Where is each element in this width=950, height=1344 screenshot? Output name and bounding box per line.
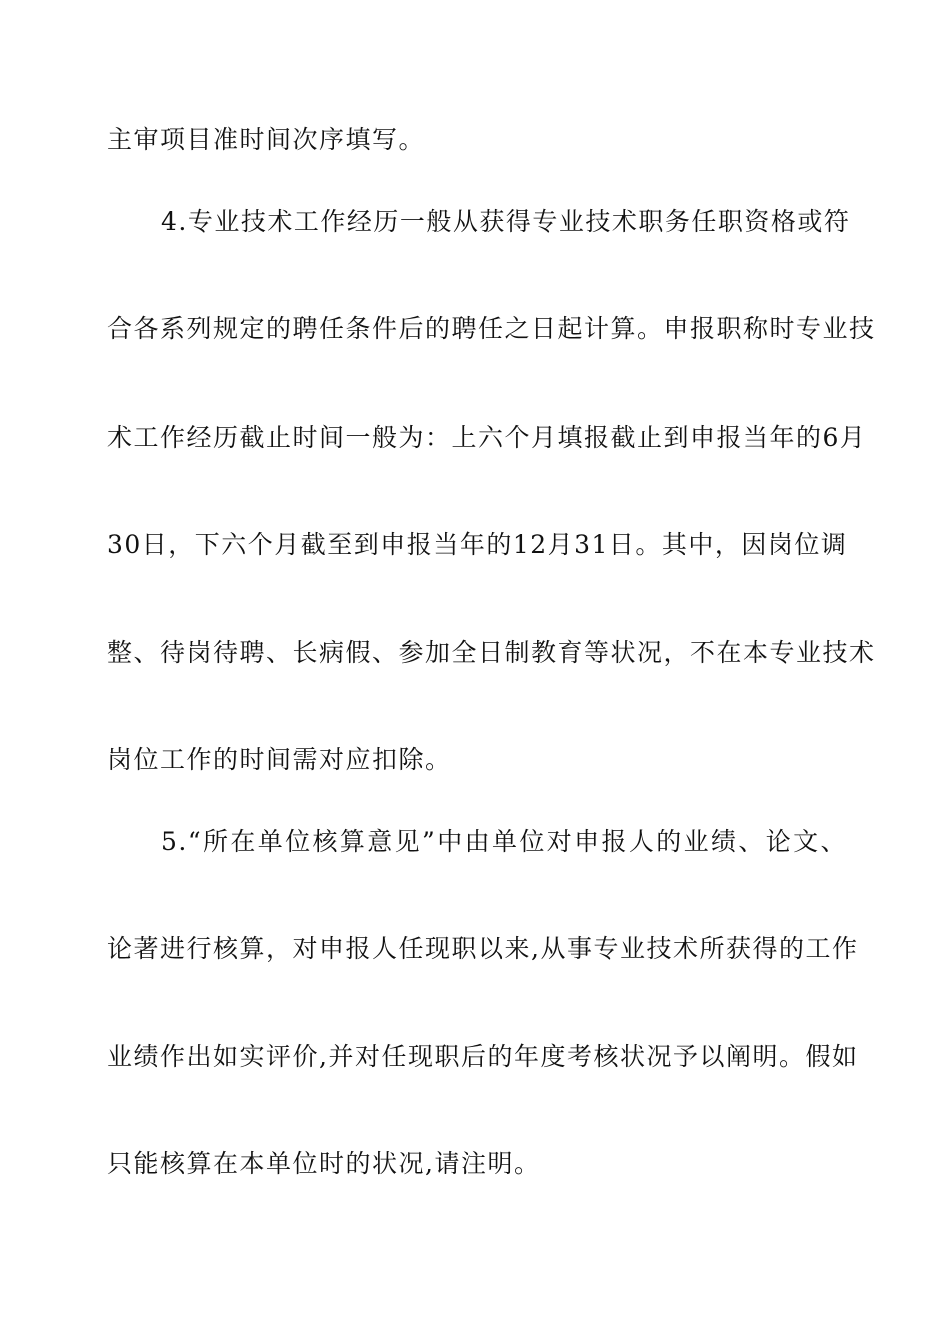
paragraph-line: 4.专业技术工作经历一般从获得专业技术职务任职资格或符: [161, 207, 851, 236]
paragraph-line: 合各系列规定的聘任条件后的聘任之日起计算。申报职称时专业技: [107, 314, 876, 343]
paragraph-line: 岗位工作的时间需对应扣除。: [107, 745, 452, 774]
paragraph-line: 只能核算在本单位时的状况,请注明。: [107, 1149, 541, 1178]
paragraph-line: 论著进行核算，对申报人任现职以来,从事专业技术所获得的工作: [107, 934, 859, 963]
paragraph-line: 整、待岗待聘、长病假、参加全日制教育等状况，不在本专业技术: [107, 638, 876, 667]
paragraph-line: 业绩作出如实评价,并对任现职后的年度考核状况予以阐明。假如: [107, 1042, 859, 1071]
paragraph-line: 主审项目准时间次序填写。: [107, 125, 426, 154]
paragraph-line: 30日，下六个月截至到申报当年的12月31日。其中，因岗位调: [107, 530, 848, 559]
paragraph-line: 术工作经历截止时间一般为：上六个月填报截止到申报当年的6月: [107, 423, 867, 452]
paragraph-line: 5.“所在单位核算意见”中由单位对申报人的业绩、论文、: [161, 827, 847, 856]
